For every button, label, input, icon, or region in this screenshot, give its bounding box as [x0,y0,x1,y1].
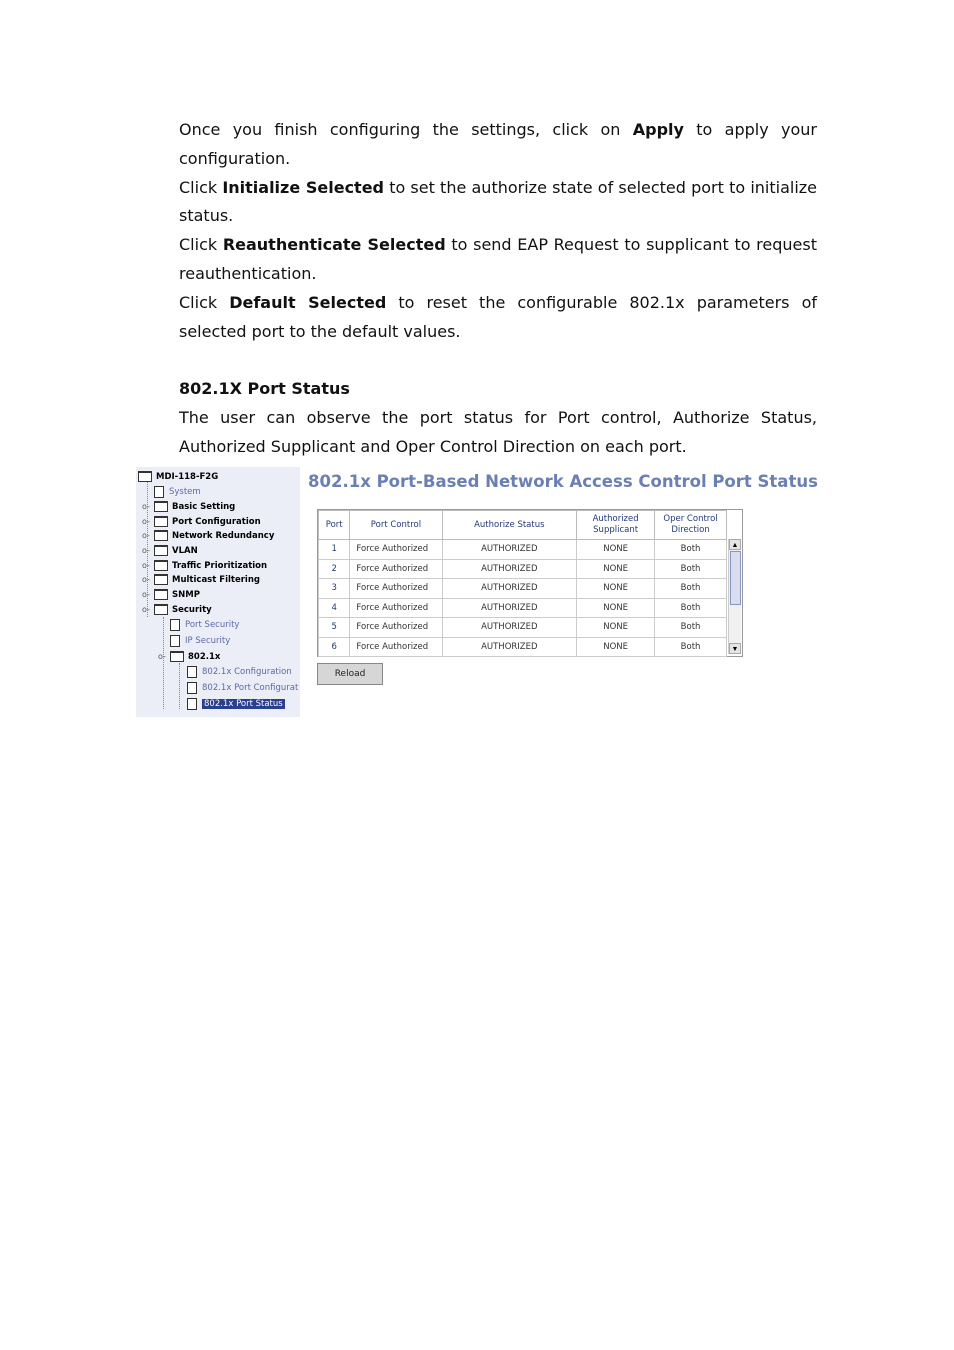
tree-item-802-1x-port-configuration[interactable]: 802.1x Port Configurat [187,681,298,695]
ui-screenshot [136,467,818,717]
page-icon [187,666,197,678]
cell-authorized-supplicant: NONE [577,540,655,560]
scroll-up-icon[interactable]: ▲ [729,539,741,550]
cell-authorized-supplicant: NONE [577,579,655,599]
cell-oper-control-direction: Both [655,598,727,618]
tree-item-multicast-filtering[interactable]: o- Multicast Filtering [142,575,260,585]
tree-item-traffic-prioritization[interactable]: o- Traffic Prioritization [142,561,268,571]
section-heading: 802.1X Port Status [179,379,350,399]
document-body [179,116,817,462]
folder-icon [154,516,168,527]
status-table-container [317,509,743,657]
cell-port-control: Force Authorized [350,637,442,657]
paragraph-apply: Once you finish configuring the settings, click on Apply to apply your configuration. [179,120,817,168]
page-icon [170,619,180,631]
tree-root[interactable]: MDI-118-F2G [138,470,218,484]
page-icon [170,635,180,647]
cell-authorized-supplicant: NONE [577,559,655,579]
folder-icon [154,545,168,556]
tree-item-system[interactable]: System [154,485,201,499]
cell-authorized-supplicant: NONE [577,618,655,638]
tree-item-port-configuration[interactable]: o- Port Configuration [142,517,261,527]
tree-item-basic-setting[interactable]: o- Basic Setting [142,502,236,512]
cell-authorize-status: AUTHORIZED [442,540,577,560]
page-icon [154,486,164,498]
nav-tree [136,467,300,717]
folder-open-icon [170,651,184,662]
tree-item-ip-security[interactable]: IP Security [170,634,230,648]
table-row [319,618,727,638]
cell-port: 5 [319,618,350,638]
column-header-port: Port [319,511,350,540]
cell-authorize-status: AUTHORIZED [442,618,577,638]
panel-title: 802.1x Port-Based Network Access Control Port Status [308,472,818,491]
folder-icon [154,574,168,585]
tree-item-vlan[interactable]: o- VLAN [142,546,198,556]
cell-port: 4 [319,598,350,618]
cell-port: 6 [319,637,350,657]
cell-authorize-status: AUTHORIZED [442,598,577,618]
cell-authorize-status: AUTHORIZED [442,637,577,657]
scroll-thumb[interactable] [730,551,741,605]
cell-port: 3 [319,579,350,599]
cell-oper-control-direction: Both [655,637,727,657]
paragraph-initialize: Click Initialize Selected to set the authorize state of selected port to initialize status. [179,177,817,226]
table-row [319,579,727,599]
paragraph-port-status: The user can observe the port status for Port control, Authorize Status, Authorized Supplicant and Oper Control Direction on each port. [179,408,817,456]
folder-open-icon [154,604,168,615]
cell-port-control: Force Authorized [350,598,442,618]
tree-item-network-redundancy[interactable]: o- Network Redundancy [142,531,275,541]
tree-item-802-1x-configuration[interactable]: 802.1x Configuration [187,665,292,679]
cell-port: 2 [319,559,350,579]
tree-item-snmp[interactable]: o- SNMP [142,590,200,600]
status-table [318,510,727,657]
folder-icon [154,560,168,571]
cell-port: 1 [319,540,350,560]
table-row [319,559,727,579]
column-header-authorize-status: Authorize Status [442,511,577,540]
folder-icon [154,501,168,512]
table-row [319,540,727,560]
table-scrollbar[interactable] [728,539,741,654]
column-header-oper-control-direction: Oper Control Direction [655,511,727,540]
cell-port-control: Force Authorized [350,540,442,560]
folder-icon [138,471,152,482]
paragraph-reauthenticate: Click Reauthenticate Selected to send EAP Request to supplicant to request reauthentication. [179,235,817,283]
cell-port-control: Force Authorized [350,618,442,638]
table-row [319,598,727,618]
tree-item-port-security[interactable]: Port Security [170,618,239,632]
paragraph-default: Click Default Selected to reset the configurable 802.1x parameters of selected port to the default values. [179,292,817,341]
cell-port-control: Force Authorized [350,559,442,579]
column-header-authorized-supplicant: Authorized Supplicant [577,511,655,540]
scroll-down-icon[interactable]: ▼ [729,643,741,654]
cell-authorize-status: AUTHORIZED [442,559,577,579]
table-row [319,637,727,657]
tree-item-802-1x-port-status[interactable]: 802.1x Port Status [187,697,285,711]
column-header-port-control: Port Control [350,511,442,540]
folder-icon [154,530,168,541]
cell-authorized-supplicant: NONE [577,598,655,618]
cell-authorized-supplicant: NONE [577,637,655,657]
tree-item-security[interactable]: o- Security [142,605,212,615]
cell-oper-control-direction: Both [655,618,727,638]
page-icon [187,682,197,694]
tree-item-802-1x[interactable]: o- 802.1x [158,652,221,662]
cell-oper-control-direction: Both [655,579,727,599]
page-icon [187,698,197,710]
cell-port-control: Force Authorized [350,579,442,599]
cell-oper-control-direction: Both [655,540,727,560]
cell-oper-control-direction: Both [655,559,727,579]
reload-button[interactable]: Reload [317,663,383,685]
cell-authorize-status: AUTHORIZED [442,579,577,599]
folder-icon [154,589,168,600]
